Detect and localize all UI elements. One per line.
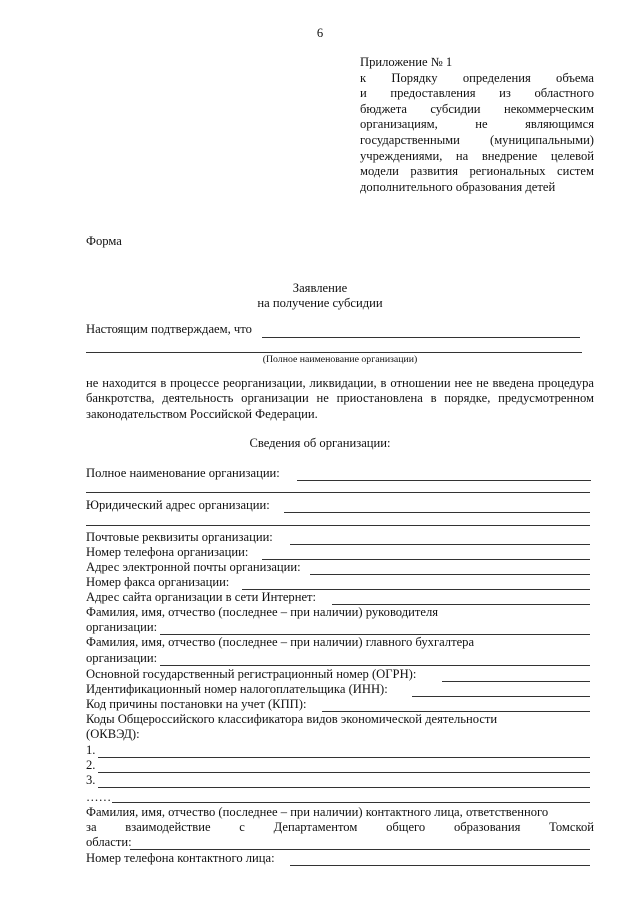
okved-field-3[interactable] [98, 787, 590, 788]
org-name-field-line2[interactable] [86, 352, 582, 353]
appendix-line: учреждениями, на внедрение целевой [360, 148, 594, 163]
kpp-label: Код причины постановки на учет (КПП): [86, 697, 307, 711]
email-field[interactable] [310, 574, 590, 575]
appendix-line: организациям, не являющимся [360, 117, 594, 132]
contact-field[interactable] [130, 849, 590, 850]
legal-address-field[interactable] [284, 512, 590, 513]
full-name-field-line2[interactable] [86, 492, 590, 493]
appendix-line: государственными (муниципальными) [360, 132, 594, 147]
okved-item-number: 3. [86, 773, 96, 787]
accountant-label-line2: организации: [86, 651, 158, 665]
confirm-text: Настоящим подтверждаем, что [86, 322, 252, 336]
okved-field-1[interactable] [98, 757, 590, 758]
inn-label: Идентификационный номер налогоплательщика (ИНН): [86, 682, 388, 696]
contact-label-line3: области: [86, 835, 132, 849]
contact-phone-field[interactable] [290, 865, 590, 866]
okved-label-line1: Коды Общероссийского классификатора видов экономической деятельности [86, 712, 498, 726]
org-name-field[interactable] [262, 337, 580, 338]
appendix-line: к Порядку определения объема [360, 70, 594, 85]
statement-title: Заявление [292, 281, 348, 295]
okved-item-number: 2. [86, 758, 96, 772]
full-name-label: Полное наименование организации: [86, 466, 280, 480]
confirm-paragraph: не находится в процессе реорганизации, ликвидации, в отношении нее не введена процедура банкротства, деятельность организации не приостановлена в порядке, предусмотренном законодательством Российской Федерации. [86, 376, 594, 421]
phone-label: Номер телефона организации: [86, 545, 249, 559]
appendix-block [360, 55, 594, 195]
appendix-title: Приложение № 1 [360, 55, 453, 69]
legal-address-field-line2[interactable] [86, 525, 590, 526]
postal-label: Почтовые реквизиты организации: [86, 530, 273, 544]
appendix-line: бюджета субсидии некоммерческим [360, 101, 594, 116]
page-number: 6 [316, 26, 324, 40]
accountant-field[interactable] [160, 665, 590, 666]
website-label: Адрес сайта организации в сети Интернет: [86, 590, 317, 604]
ogrn-label: Основной государственный регистрационный номер (ОГРН): [86, 667, 417, 681]
legal-address-label: Юридический адрес организации: [86, 498, 270, 512]
section-title: Сведения об организации: [249, 436, 391, 450]
contact-phone-label: Номер телефона контактного лица: [86, 851, 275, 865]
phone-field[interactable] [262, 559, 590, 560]
head-label-line2: организации: [86, 620, 158, 634]
org-name-caption: (Полное наименование организации) [262, 354, 418, 365]
appendix-line: и предоставления из областного [360, 86, 594, 101]
inn-field[interactable] [412, 696, 590, 697]
postal-field[interactable] [290, 544, 590, 545]
email-label: Адрес электронной почты организации: [86, 560, 301, 574]
statement-subtitle: на получение субсидии [257, 296, 383, 310]
form-label: Форма [86, 234, 122, 248]
okved-item-number: 1. [86, 743, 96, 757]
okved-field-2[interactable] [98, 772, 590, 773]
okved-field-more[interactable] [112, 802, 590, 803]
contact-label-line2: за взаимодействие с Департаментом общего образования Томской [86, 820, 594, 834]
fax-label: Номер факса организации: [86, 575, 230, 589]
okved-item-ellipsis: …… [86, 790, 112, 804]
accountant-label-line1: Фамилия, имя, отчество (последнее – при наличии) главного бухгалтера [86, 635, 475, 649]
ogrn-field[interactable] [442, 681, 590, 682]
head-label-line1: Фамилия, имя, отчество (последнее – при наличии) руководителя [86, 605, 439, 619]
appendix-line: модели развития региональных систем [360, 164, 594, 179]
appendix-body [360, 71, 594, 196]
contact-label-line1: Фамилия, имя, отчество (последнее – при наличии) контактного лица, ответственного [86, 805, 549, 819]
full-name-field[interactable] [297, 480, 591, 481]
okved-label-line2: (ОКВЭД): [86, 727, 140, 741]
appendix-line: дополнительного образования детей [360, 179, 556, 194]
